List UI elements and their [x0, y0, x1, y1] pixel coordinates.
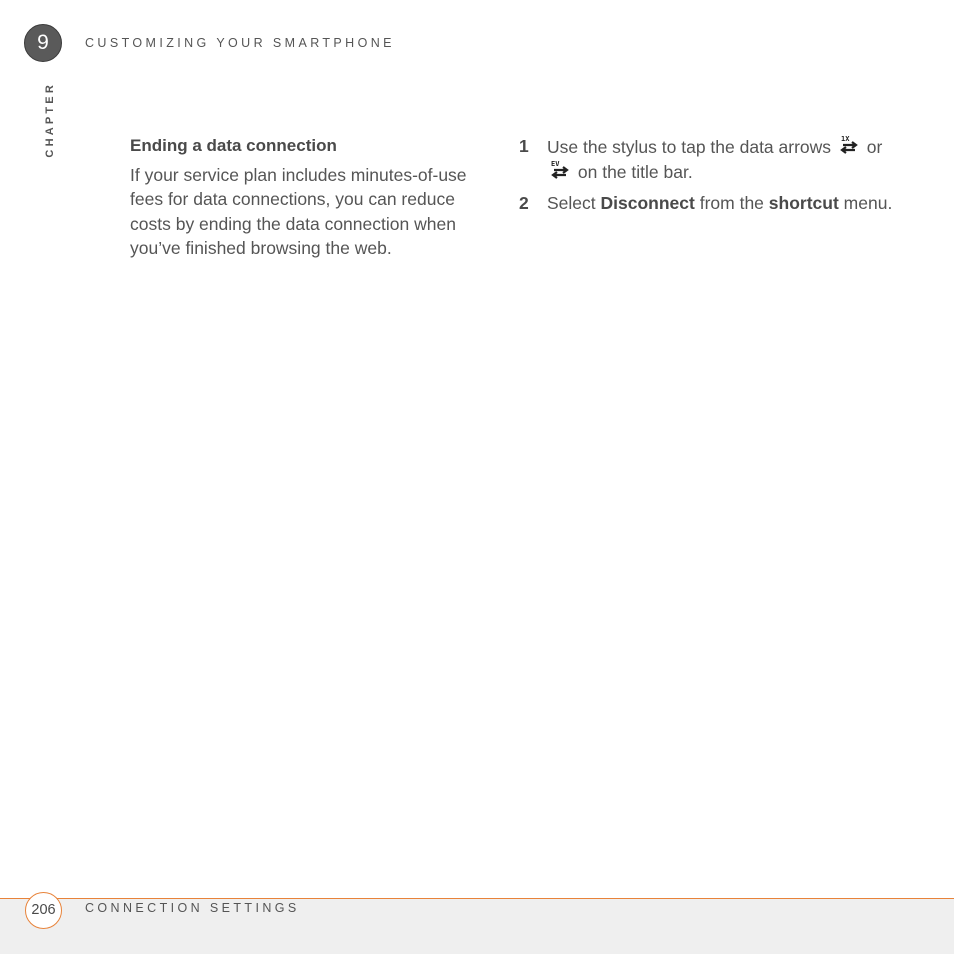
- chapter-number-badge: 9: [24, 24, 62, 62]
- step-text-end: on the title bar.: [577, 162, 693, 183]
- left-column: [130, 134, 500, 261]
- chapter-vertical-label: CHAPTER: [44, 82, 56, 158]
- steps-list: [519, 134, 899, 221]
- running-header-title: CUSTOMIZING YOUR SMARTPHONE: [85, 36, 395, 50]
- step-text: Select: [547, 192, 596, 213]
- step-number: 2: [519, 192, 529, 213]
- 1x-data-arrows-icon: [838, 134, 860, 156]
- footer-section-title: CONNECTION SETTINGS: [85, 901, 300, 915]
- step-text-middle: from the: [699, 192, 764, 213]
- menu-command-disconnect: Disconnect: [600, 192, 695, 213]
- page-number-badge: 206: [25, 892, 62, 929]
- step-item: [519, 134, 899, 185]
- step-item: [519, 191, 899, 215]
- icon-label: 1X: [840, 135, 850, 143]
- section-heading: Ending a data connection: [130, 136, 337, 155]
- section-paragraph: If your service plan includes minutes-of-use fees for data connections, you can reduce costs by ending the data connection when you’ve finished browsing the web.: [130, 165, 467, 259]
- menu-name-shortcut: shortcut: [768, 192, 839, 213]
- step-text-end: menu.: [843, 192, 893, 213]
- ev-data-arrows-icon: [549, 159, 571, 181]
- step-text-connector: or: [866, 137, 883, 157]
- step-text: Use the stylus to tap the data arrows: [547, 137, 832, 157]
- icon-label: EV: [551, 160, 560, 169]
- step-number: 1: [519, 136, 529, 156]
